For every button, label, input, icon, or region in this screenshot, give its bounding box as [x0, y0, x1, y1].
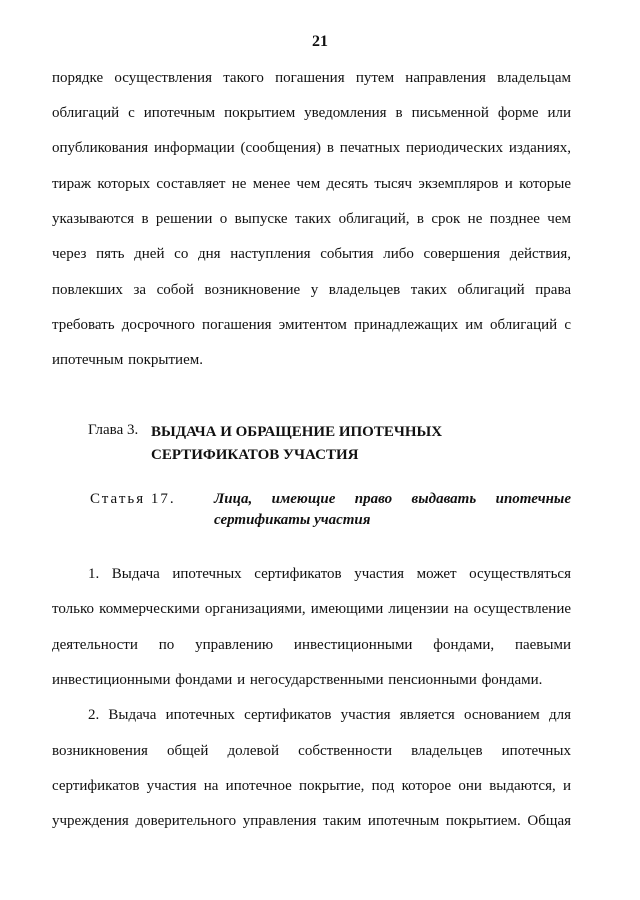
text-line: через пять дней со дня наступления события либо совершения действия,	[52, 246, 571, 262]
article-label: Статья 17.	[90, 491, 176, 507]
chapter-label: Глава 3.	[88, 422, 139, 438]
text-line: только коммерческими организациями, имеющими лицензии на осуществление	[52, 601, 571, 617]
chapter-title-line: ВЫДАЧА И ОБРАЩЕНИЕ ИПОТЕЧНЫХ	[151, 424, 443, 440]
text-line: ипотечным покрытием.	[52, 352, 203, 368]
text-line: порядке осуществления такого погашения путем направления владельцам	[52, 70, 571, 86]
text-line: опубликования информации (сообщения) в печатных периодических изданиях,	[52, 140, 571, 156]
text-line: 1. Выдача ипотечных сертификатов участия может осуществляться	[88, 566, 571, 582]
text-line: тираж которых составляет не менее чем десять тысяч экземпляров и которые	[52, 176, 571, 192]
chapter-title	[151, 421, 442, 467]
text-line: деятельности по управлению инвестиционными фондами, паевыми	[52, 637, 571, 653]
chapter-title-line: СЕРТИФИКАТОВ УЧАСТИЯ	[151, 447, 359, 463]
text-line: требовать досрочного погашения эмитентом принадлежащих им облигаций с	[52, 317, 571, 333]
text-line: инвестиционными фондами и негосударственными пенсионными фондами.	[52, 672, 543, 688]
text-line: повлекших за собой возникновение у владельцев таких облигаций права	[52, 282, 571, 298]
article-title-line: Лица, имеющие право выдавать ипотечные	[214, 491, 571, 507]
text-line: 2. Выдача ипотечных сертификатов участия является основанием для	[88, 707, 571, 723]
text-line: указываются в решении о выпуске таких облигаций, в срок не позднее чем	[52, 211, 571, 227]
page-number: 21	[312, 33, 328, 50]
article-title-line: сертификаты участия	[214, 512, 371, 528]
text-line: сертификатов участия на ипотечное покрытие, под которое они выдаются, и	[52, 778, 571, 794]
text-line: облигаций с ипотечным покрытием уведомления в письменной форме или	[52, 105, 571, 121]
text-line: возникновения общей долевой собственности владельцев ипотечных	[52, 743, 571, 759]
text-line: учреждения доверительного управления таким ипотечным покрытием. Общая	[52, 813, 571, 829]
